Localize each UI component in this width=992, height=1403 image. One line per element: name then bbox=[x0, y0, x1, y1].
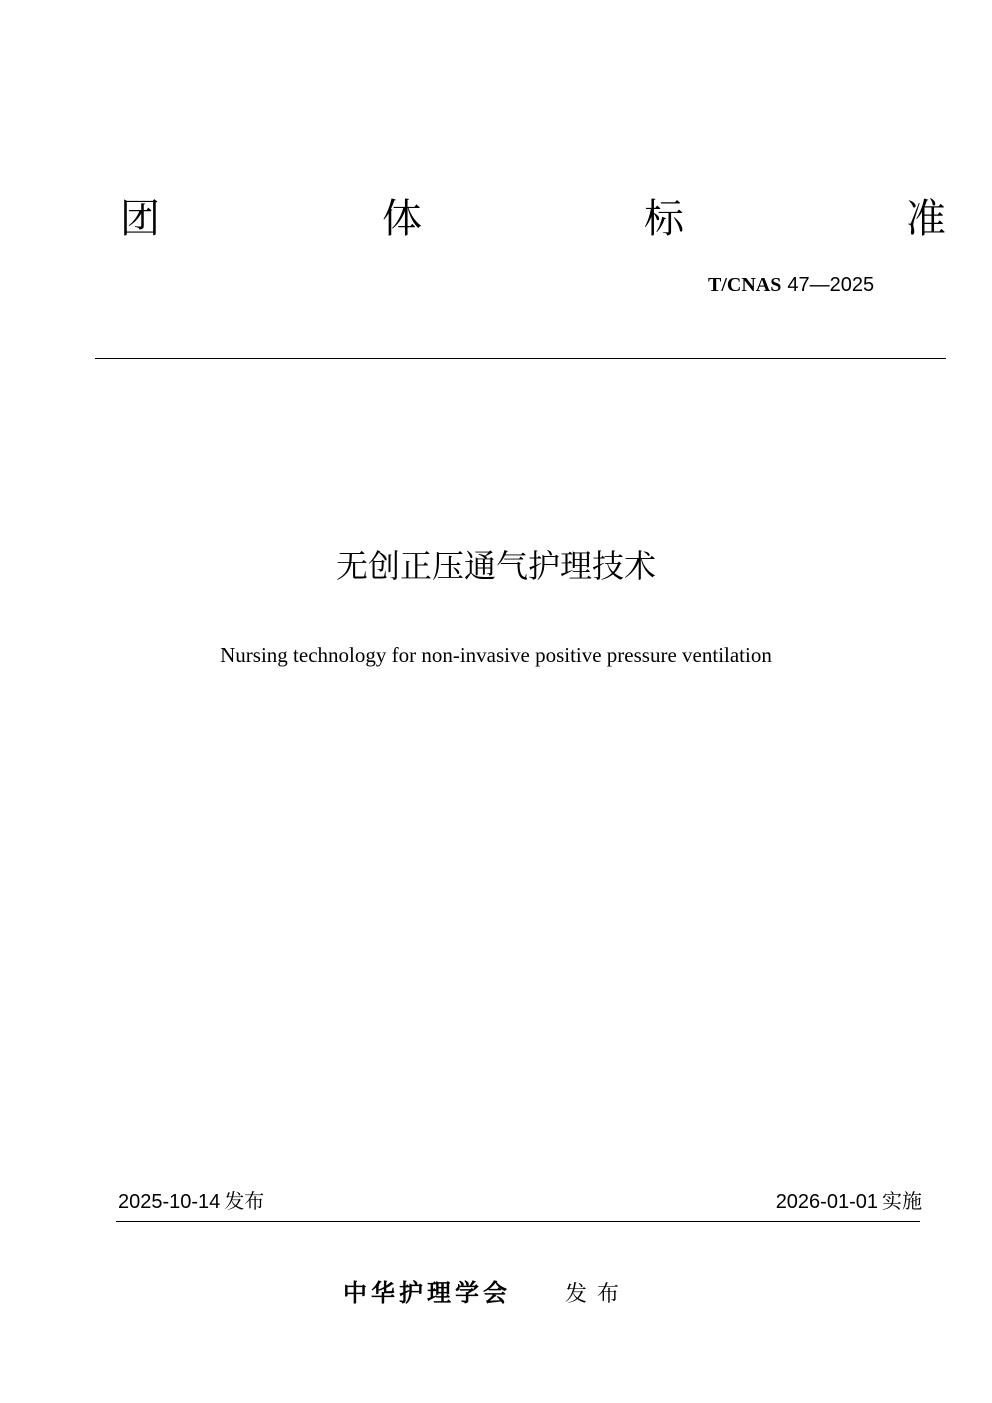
standard-code bbox=[708, 270, 874, 298]
footer-divider bbox=[116, 1221, 920, 1222]
standard-code-number: 47—2025 bbox=[787, 274, 875, 296]
document-title-chinese: 无创正压通气护理技术 bbox=[335, 547, 656, 585]
issue-label: 发布 bbox=[224, 1189, 265, 1213]
category-char: 体 bbox=[382, 196, 422, 242]
publisher-line bbox=[343, 1276, 629, 1310]
issue-date-block bbox=[118, 1186, 264, 1217]
standard-code-prefix: T/CNAS bbox=[708, 274, 782, 296]
effective-label: 实施 bbox=[882, 1189, 922, 1213]
standard-category-heading bbox=[120, 192, 946, 246]
document-title-english: Nursing technology for non-invasive positive pressure ventilation bbox=[220, 643, 772, 667]
issue-date: 2025-10-14 bbox=[118, 1191, 221, 1213]
category-char: 准 bbox=[906, 196, 946, 242]
category-char: 标 bbox=[644, 196, 684, 242]
effective-date: 2026-01-01 bbox=[775, 1191, 878, 1213]
category-char: 团 bbox=[120, 196, 160, 242]
publisher-action: 发布 bbox=[565, 1282, 630, 1307]
effective-date-block bbox=[776, 1186, 922, 1217]
header-divider bbox=[95, 358, 946, 359]
publisher-name: 中华护理学会 bbox=[343, 1279, 511, 1307]
dates-row bbox=[118, 1186, 922, 1216]
